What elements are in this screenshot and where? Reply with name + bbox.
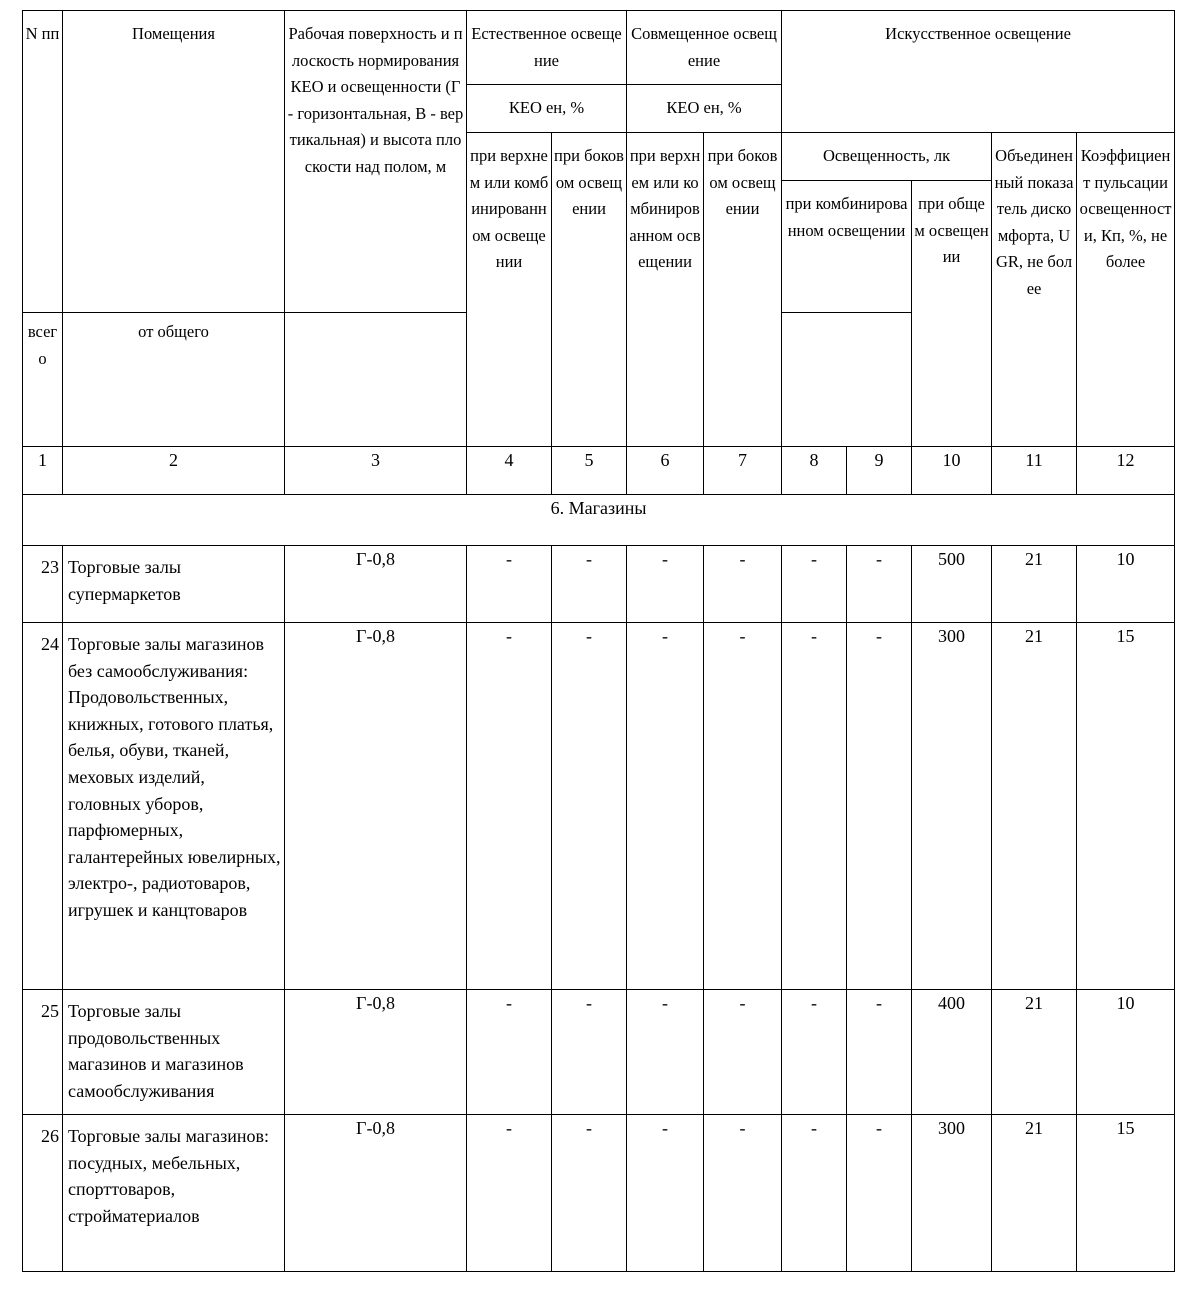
col-number-10: 10 bbox=[912, 447, 992, 495]
cell-c12: 10 bbox=[1077, 990, 1175, 1115]
col-number-2: 2 bbox=[63, 447, 285, 495]
header-at-combined: при комбинированном освещении bbox=[782, 181, 912, 313]
cell-c6: - bbox=[627, 623, 704, 990]
header-total: всего bbox=[23, 313, 63, 447]
header-natural-side: при боковом освещении bbox=[552, 133, 627, 447]
header-combined-lighting: Совмещенное освещение bbox=[627, 11, 782, 85]
cell-c5: - bbox=[552, 1115, 627, 1272]
cell-c10: 500 bbox=[912, 546, 992, 623]
room-name: Торговые залы магазинов без самообслуживания: Продовольственных, книжных, готового платья, белья, обуви, тканей, меховых изделий, головных уборов, парфюмерных, галантерейных ювелирных, электро-, радиотоваров, игрушек и канцтоваров bbox=[63, 623, 285, 990]
cell-c8: - bbox=[782, 990, 847, 1115]
col-number-9: 9 bbox=[847, 447, 912, 495]
header-natural-top: при верхнем или комбинированном освещении bbox=[467, 133, 552, 447]
cell-c4: - bbox=[467, 1115, 552, 1272]
header-n-pp: N пп bbox=[23, 11, 63, 313]
lighting-norms-table bbox=[22, 10, 1175, 1272]
header-pulsation: Коэффициент пульсации освещенности, Кп, %, не более bbox=[1077, 133, 1175, 447]
col-number-8: 8 bbox=[782, 447, 847, 495]
header-from-general: от общего bbox=[63, 313, 285, 447]
table-row bbox=[23, 990, 1175, 1115]
header-ugr: Объединенный показатель дискомфорта, UGR, не более bbox=[992, 133, 1077, 447]
row-number: 25 bbox=[23, 990, 63, 1115]
col-number-5: 5 bbox=[552, 447, 627, 495]
table-row bbox=[23, 546, 1175, 623]
cell-c4: - bbox=[467, 546, 552, 623]
cell-c4: - bbox=[467, 623, 552, 990]
cell-c12: 15 bbox=[1077, 623, 1175, 990]
surface: Г-0,8 bbox=[285, 990, 467, 1115]
cell-c8: - bbox=[782, 623, 847, 990]
cell-c11: 21 bbox=[992, 546, 1077, 623]
cell-c7: - bbox=[704, 1115, 782, 1272]
cell-c11: 21 bbox=[992, 1115, 1077, 1272]
col-number-1: 1 bbox=[23, 447, 63, 495]
cell-c5: - bbox=[552, 623, 627, 990]
cell-c10: 300 bbox=[912, 623, 992, 990]
header-combined-top: при верхнем или комбинированном освещении bbox=[627, 133, 704, 447]
header-work-surface: Рабочая поверхность и плоскость нормирования КЕО и освещенности (Г - горизонтальная, В - вертикальная) и высота плоскости над полом, м bbox=[285, 11, 467, 313]
surface: Г-0,8 bbox=[285, 546, 467, 623]
cell-c6: - bbox=[627, 990, 704, 1115]
cell-c6: - bbox=[627, 1115, 704, 1272]
row-number: 24 bbox=[23, 623, 63, 990]
cell-c4: - bbox=[467, 990, 552, 1115]
cell-c11: 21 bbox=[992, 990, 1077, 1115]
col-number-7: 7 bbox=[704, 447, 782, 495]
header-combined-side: при боковом освещении bbox=[704, 133, 782, 447]
cell-c9: - bbox=[847, 623, 912, 990]
surface: Г-0,8 bbox=[285, 623, 467, 990]
table-row bbox=[23, 1115, 1175, 1272]
header-illuminance: Освещенность, лк bbox=[782, 133, 992, 181]
cell-c5: - bbox=[552, 990, 627, 1115]
header-rooms: Помещения bbox=[63, 11, 285, 313]
col-number-12: 12 bbox=[1077, 447, 1175, 495]
cell-c11: 21 bbox=[992, 623, 1077, 990]
section-title: 6. Магазины bbox=[23, 495, 1175, 546]
col-number-6: 6 bbox=[627, 447, 704, 495]
header-natural-lighting: Естественное освещение bbox=[467, 11, 627, 85]
cell-c12: 10 bbox=[1077, 546, 1175, 623]
cell-c12: 15 bbox=[1077, 1115, 1175, 1272]
cell-c10: 300 bbox=[912, 1115, 992, 1272]
room-name: Торговые залы продовольственных магазинов и магазинов самообслуживания bbox=[63, 990, 285, 1115]
col-number-4: 4 bbox=[467, 447, 552, 495]
header-keo-combined: КЕО eн, % bbox=[627, 85, 782, 133]
col-number-3: 3 bbox=[285, 447, 467, 495]
cell-c7: - bbox=[704, 546, 782, 623]
cell-c7: - bbox=[704, 990, 782, 1115]
col-number-11: 11 bbox=[992, 447, 1077, 495]
row-number: 23 bbox=[23, 546, 63, 623]
room-name: Торговые залы супермаркетов bbox=[63, 546, 285, 623]
cell-c5: - bbox=[552, 546, 627, 623]
cell-c9: - bbox=[847, 990, 912, 1115]
cell-c7: - bbox=[704, 623, 782, 990]
row-number: 26 bbox=[23, 1115, 63, 1272]
cell-c8: - bbox=[782, 546, 847, 623]
surface: Г-0,8 bbox=[285, 1115, 467, 1272]
room-name: Торговые залы магазинов: посудных, мебельных, спорттоваров, стройматериалов bbox=[63, 1115, 285, 1272]
table-row bbox=[23, 623, 1175, 990]
header-artificial-lighting: Искусственное освещение bbox=[782, 11, 1175, 133]
header-keo-natural: КЕО eн, % bbox=[467, 85, 627, 133]
header-at-general: при общем освещении bbox=[912, 181, 992, 447]
cell-c8: - bbox=[782, 1115, 847, 1272]
cell-c6: - bbox=[627, 546, 704, 623]
cell-c9: - bbox=[847, 1115, 912, 1272]
cell-c9: - bbox=[847, 546, 912, 623]
cell-c10: 400 bbox=[912, 990, 992, 1115]
